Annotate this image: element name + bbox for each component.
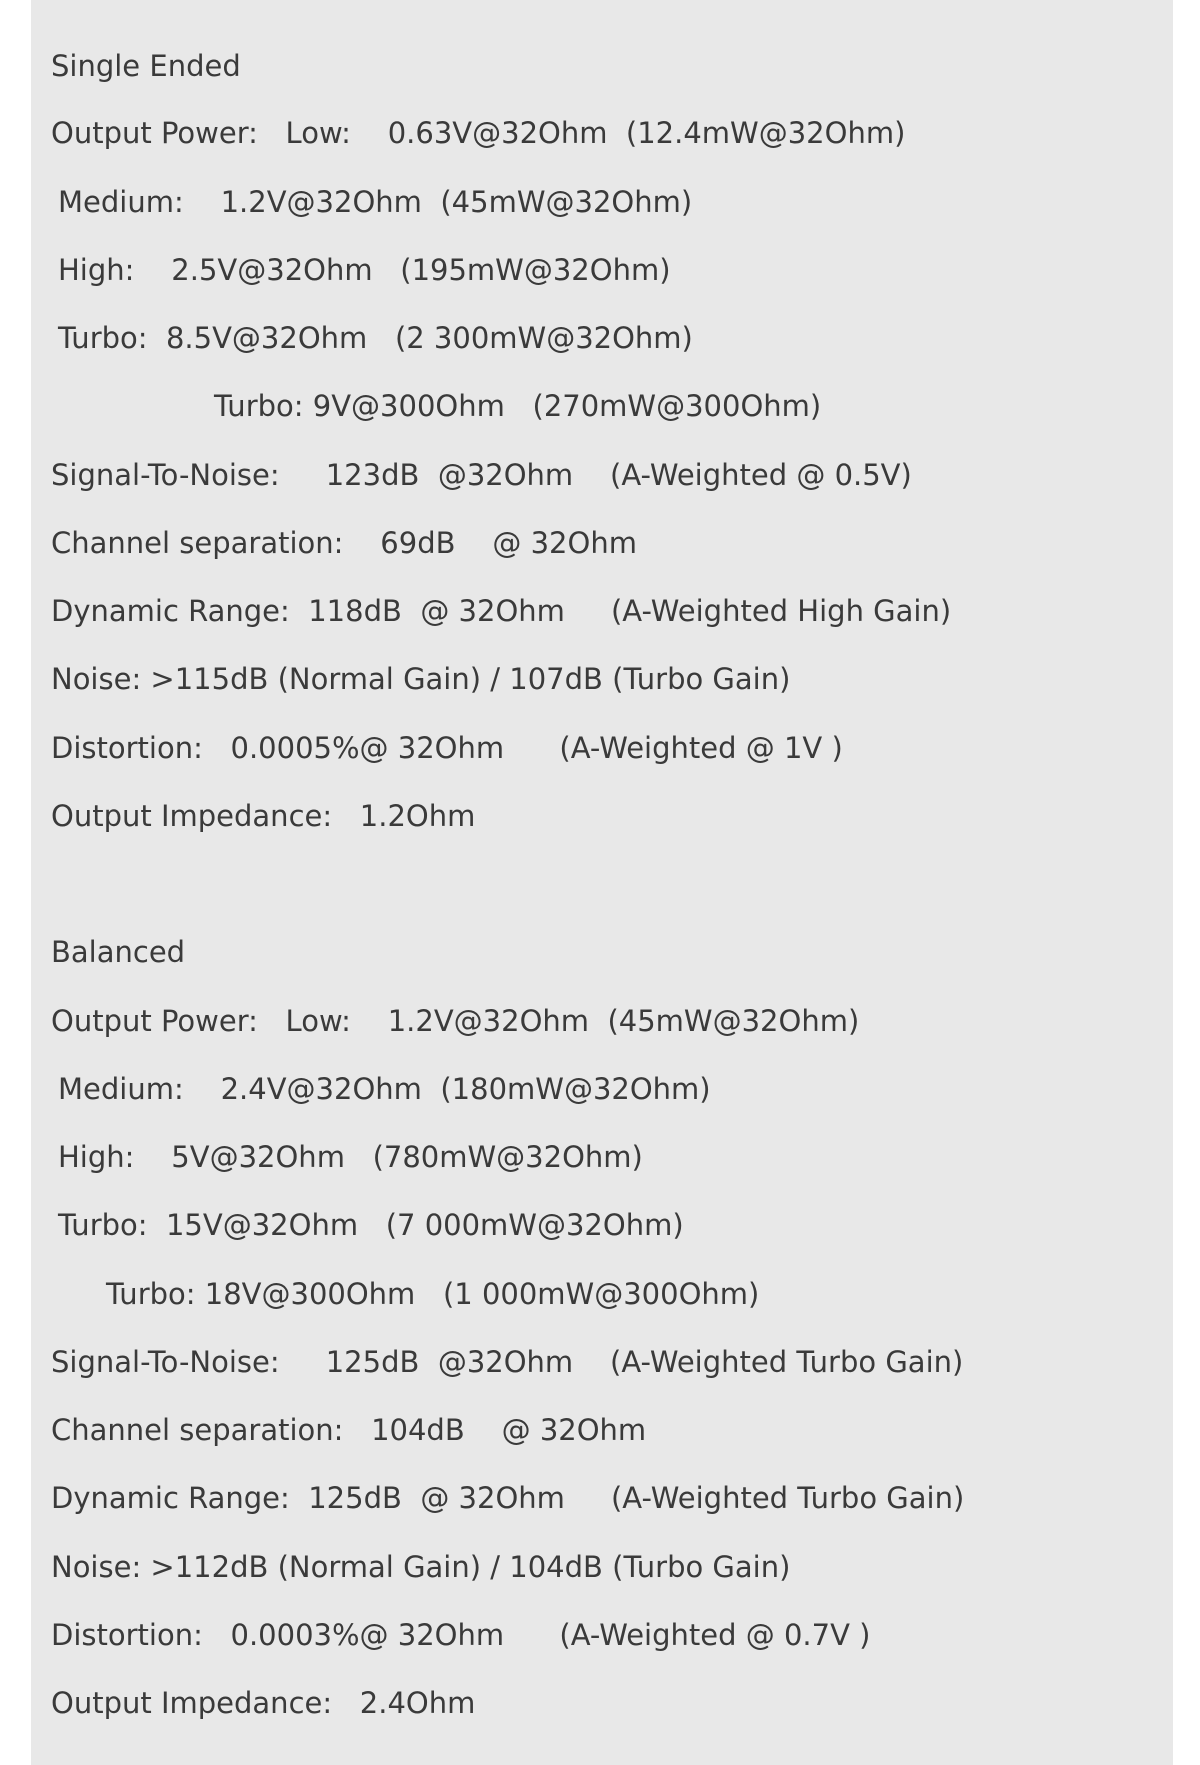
bal-output-power-low: Output Power: Low: 1.2V@32Ohm (45mW@32Ohm) [51, 1004, 860, 1038]
bal-channel-separation: Channel separation: 104dB @ 32Ohm [51, 1413, 647, 1447]
bal-distortion: Distortion: 0.0003%@ 32Ohm (A-Weighted @ 0.7V ) [51, 1618, 871, 1652]
section-heading-single-ended: Single Ended [51, 49, 241, 83]
bal-dynamic-range: Dynamic Range: 125dB @ 32Ohm (A-Weighted Turbo Gain) [51, 1481, 965, 1515]
spec-panel [31, 0, 1173, 1765]
se-output-power-high: High: 2.5V@32Ohm (195mW@32Ohm) [58, 253, 671, 287]
bal-output-impedance: Output Impedance: 2.4Ohm [51, 1686, 476, 1720]
bal-output-power-turbo: Turbo: 15V@32Ohm (7 000mW@32Ohm) [58, 1208, 684, 1242]
se-distortion: Distortion: 0.0005%@ 32Ohm (A-Weighted @ 1V ) [51, 731, 843, 765]
bal-noise: Noise: >112dB (Normal Gain) / 104dB (Turbo Gain) [51, 1550, 791, 1584]
se-signal-to-noise: Signal-To-Noise: 123dB @32Ohm (A-Weighted @ 0.5V) [51, 458, 912, 492]
se-output-power-turbo-300: Turbo: 9V@300Ohm (270mW@300Ohm) [214, 389, 822, 423]
bal-output-power-medium: Medium: 2.4V@32Ohm (180mW@32Ohm) [58, 1072, 711, 1106]
se-output-power-medium: Medium: 1.2V@32Ohm (45mW@32Ohm) [58, 185, 693, 219]
se-output-impedance: Output Impedance: 1.2Ohm [51, 799, 476, 833]
se-output-power-low: Output Power: Low: 0.63V@32Ohm (12.4mW@32Ohm) [51, 116, 906, 150]
bal-output-power-turbo-300: Turbo: 18V@300Ohm (1 000mW@300Ohm) [106, 1277, 760, 1311]
se-noise: Noise: >115dB (Normal Gain) / 107dB (Turbo Gain) [51, 662, 791, 696]
section-heading-balanced: Balanced [51, 935, 186, 969]
se-dynamic-range: Dynamic Range: 118dB @ 32Ohm (A-Weighted High Gain) [51, 594, 952, 628]
bal-output-power-high: High: 5V@32Ohm (780mW@32Ohm) [58, 1140, 643, 1174]
se-output-power-turbo: Turbo: 8.5V@32Ohm (2 300mW@32Ohm) [58, 321, 693, 355]
bal-signal-to-noise: Signal-To-Noise: 125dB @32Ohm (A-Weighted Turbo Gain) [51, 1345, 964, 1379]
se-channel-separation: Channel separation: 69dB @ 32Ohm [51, 526, 637, 560]
